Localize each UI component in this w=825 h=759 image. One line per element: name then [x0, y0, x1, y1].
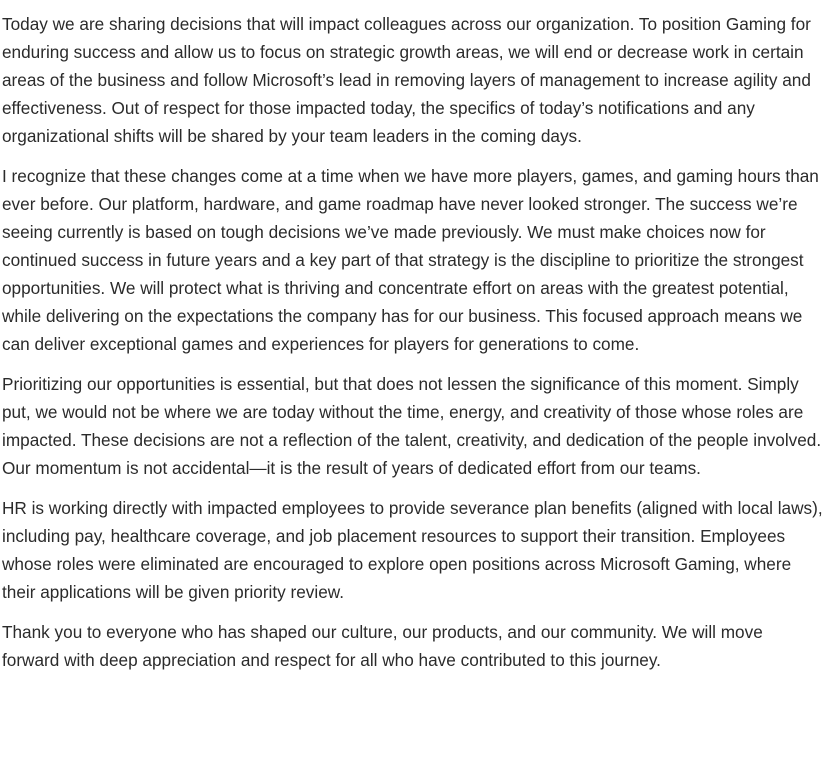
- paragraph-announcement: Today we are sharing decisions that will impact colleagues across our organization. To position Gaming for enduring success and allow us to focus on strategic growth areas, we will end or decrease work in certain areas of the business and follow Microsoft’s lead in removing layers of management to increase agility and effectiveness. Out of respect for those impacted today, the specifics of today’s notifications and any organizational shifts will be shared by your team leaders in the coming days.: [2, 14, 811, 146]
- article-body: [2, 10, 823, 686]
- paragraph-acknowledgement: Prioritizing our opportunities is essential, but that does not lessen the significance of this moment. Simply put, we would not be where we are today without the time, energy, and creativity of those whose roles are impacted. These decisions are not a reflection of the talent, creativity, and dedication of the people involved. Our momentum is not accidental—it is the result of years of dedicated effort from our teams.: [2, 374, 822, 478]
- paragraph-context: I recognize that these changes come at a time when we have more players, games, and gaming hours than ever before. Our platform, hardware, and game roadmap have never looked stronger. The success we’re seeing currently is based on tough decisions we’ve made previously. We must make choices now for continued success in future years and a key part of that strategy is the discipline to prioritize the strongest opportunities. We will protect what is thriving and concentrate effort on areas with the greatest potential, while delivering on the expectations the company has for our business. This focused approach means we can deliver exceptional games and experiences for players for generations to come.: [2, 166, 819, 354]
- paragraph-support: HR is working directly with impacted employees to provide severance plan benefits (aligned with local laws), including pay, healthcare coverage, and job placement resources to support their transition. Employees whose roles were eliminated are encouraged to explore open positions across Microsoft Gaming, where their applications will be given priority review.: [2, 498, 823, 602]
- paragraph-thanks: Thank you to everyone who has shaped our culture, our products, and our community. We will move forward with deep appreciation and respect for all who have contributed to this journey.: [2, 622, 763, 670]
